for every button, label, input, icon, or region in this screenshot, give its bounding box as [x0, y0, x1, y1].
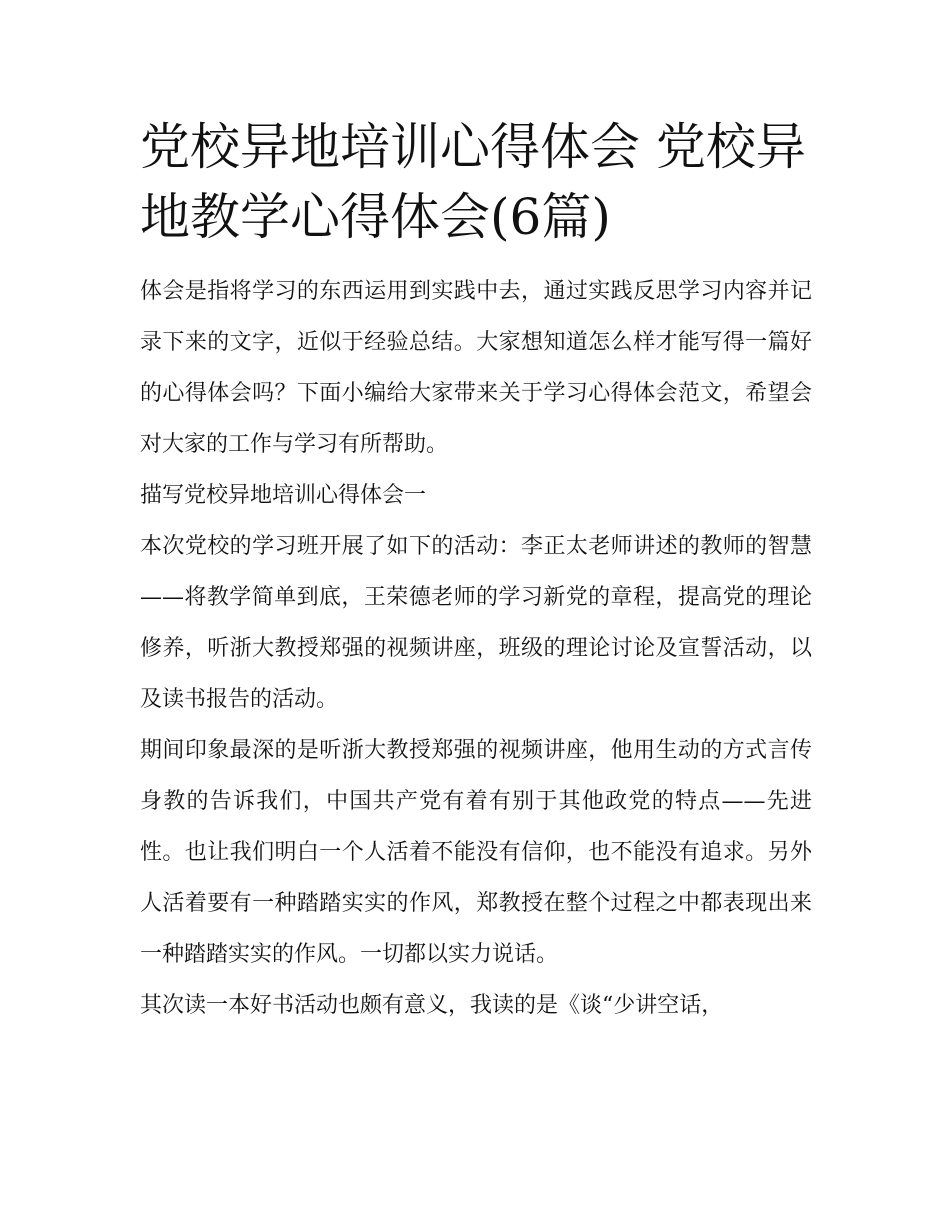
document-title: 党校异地培训心得体会 党校异地教学心得体会(6篇) [140, 118, 806, 246]
document-page [140, 112, 812, 1031]
section-heading: 描写党校异地培训心得体会一 [140, 483, 427, 508]
paragraph-intro: 体会是指将学习的东西运用到实践中去，通过实践反思学习内容并记录下来的文字，近似于经验总结。大家想知道怎么样才能写得一篇好的心得体会吗？下面小编给大家带来关于学习心得体会范文，希望会对大家的工作与学习有所帮助。 [140, 279, 812, 457]
paragraph-impression: 期间印象最深的是听浙大教授郑强的视频讲座，他用生动的方式言传身教的告诉我们，中国共产党有着有别于其他政党的特点——先进性。也让我们明白一个人活着不能没有信仰，也不能没有追求。另外人活着要有一种踏踏实实的作风，郑教授在整个过程之中都表现出来一种踏踏实实的作风。一切都以实力说话。 [140, 738, 812, 967]
title-spacer [140, 252, 812, 266]
paragraph-activities: 本次党校的学习班开展了如下的活动：李正太老师讲述的教师的智慧——将教学简单到底，王荣德老师的学习新党的章程，提高党的理论修养，听浙大教授郑强的视频讲座，班级的理论讨论及宣誓活动，以及读书报告的活动。 [140, 534, 812, 712]
paragraph-reading: 其次读一本好书活动也颇有意义，我读的是《谈“少讲空话， [140, 993, 724, 1018]
